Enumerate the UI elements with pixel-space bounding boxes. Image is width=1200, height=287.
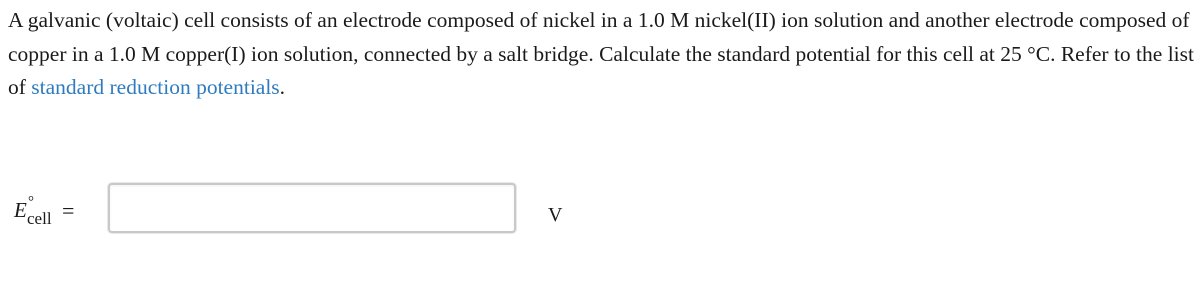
equals-sign: =	[62, 198, 75, 223]
symbol-e: E	[14, 198, 27, 222]
cell-potential-symbol	[14, 194, 52, 228]
symbol-subscript-cell: cell	[27, 209, 52, 228]
question-body: A galvanic (voltaic) cell consists of an electrode composed of nickel in a 1.0 M nickel(II) ion solution and another electrode composed of copper in a 1.0 M copper(I) ion solution, connected by a salt bridge. Calculate the standard potential for this cell at 25 °C. Refer to the list of	[8, 8, 1194, 99]
unit-label: V	[548, 204, 563, 226]
cell-potential-input[interactable]	[108, 183, 516, 233]
question-text	[8, 4, 1196, 105]
question-end-punctuation: .	[279, 75, 286, 99]
answer-row	[14, 183, 614, 237]
symbol-degree: °	[28, 194, 34, 210]
standard-reduction-potentials-link[interactable]: standard reduction potentials	[31, 75, 280, 99]
